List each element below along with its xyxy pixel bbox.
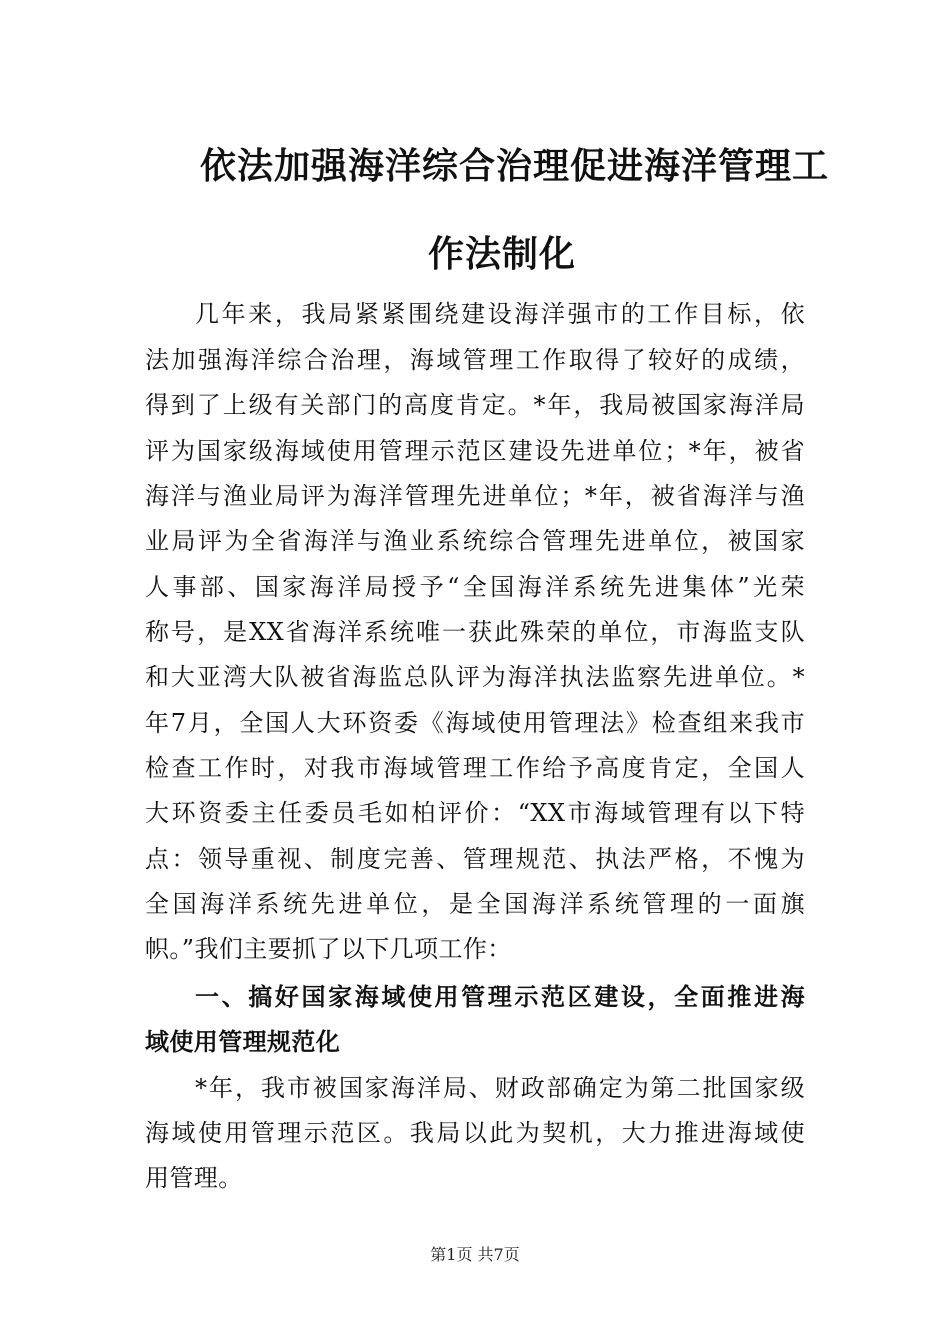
body-line: *年，我市被国家海洋局、财政部确定为第二批国家级 — [195, 1074, 805, 1102]
body-line: 点：领导重视、制度完善、管理规范、执法严格，不愧为 — [145, 845, 805, 873]
body-line: 评为国家级海域使用管理示范区建设先进单位；*年，被省 — [145, 437, 805, 465]
body-line: 大环资委主任委员毛如柏评价：“XX市海域管理有以下特 — [145, 799, 805, 827]
section-heading-line: 域使用管理规范化 — [145, 1028, 341, 1056]
document-title-line-1: 依法加强海洋综合治理促进海洋管理工 — [200, 146, 830, 187]
body-line: 用管理。 — [145, 1164, 243, 1192]
document-title-line-2: 作法制化 — [428, 234, 577, 275]
section-heading-line: 一、搞好国家海域使用管理示范区建设，全面推进海 — [195, 983, 805, 1011]
body-line: 全国海洋系统先进单位，是全国海洋系统管理的一面旗 — [145, 890, 805, 918]
body-line: 业局评为全省海洋与渔业系统综合管理先进单位，被国家 — [145, 527, 805, 555]
body-line: 检查工作时，对我市海域管理工作给予高度肯定，全国人 — [145, 754, 805, 782]
body-line: 得到了上级有关部门的高度肯定。*年，我局被国家海洋局 — [145, 391, 805, 419]
body-line: 帜。”我们主要抓了以下几项工作： — [145, 935, 512, 963]
body-line: 法加强海洋综合治理，海域管理工作取得了较好的成绩， — [145, 346, 805, 374]
body-line: 几年来，我局紧紧围绕建设海洋强市的工作目标，依 — [195, 300, 805, 328]
page-number-footer: 第1页 共7页 — [430, 1245, 520, 1264]
body-line: 和大亚湾大队被省海监总队评为海洋执法监察先进单位。* — [145, 663, 805, 691]
body-line: 称号，是XX省海洋系统唯一获此殊荣的单位，市海监支队 — [145, 618, 805, 646]
body-line: 海洋与渔业局评为海洋管理先进单位；*年，被省海洋与渔 — [145, 482, 805, 510]
body-line: 年7月，全国人大环资委《海域使用管理法》检查组来我市 — [145, 709, 805, 737]
body-line: 人事部、国家海洋局授予“全国海洋系统先进集体”光荣 — [145, 573, 805, 601]
body-line: 海域使用管理示范区。我局以此为契机，大力推进海域使 — [145, 1119, 805, 1147]
